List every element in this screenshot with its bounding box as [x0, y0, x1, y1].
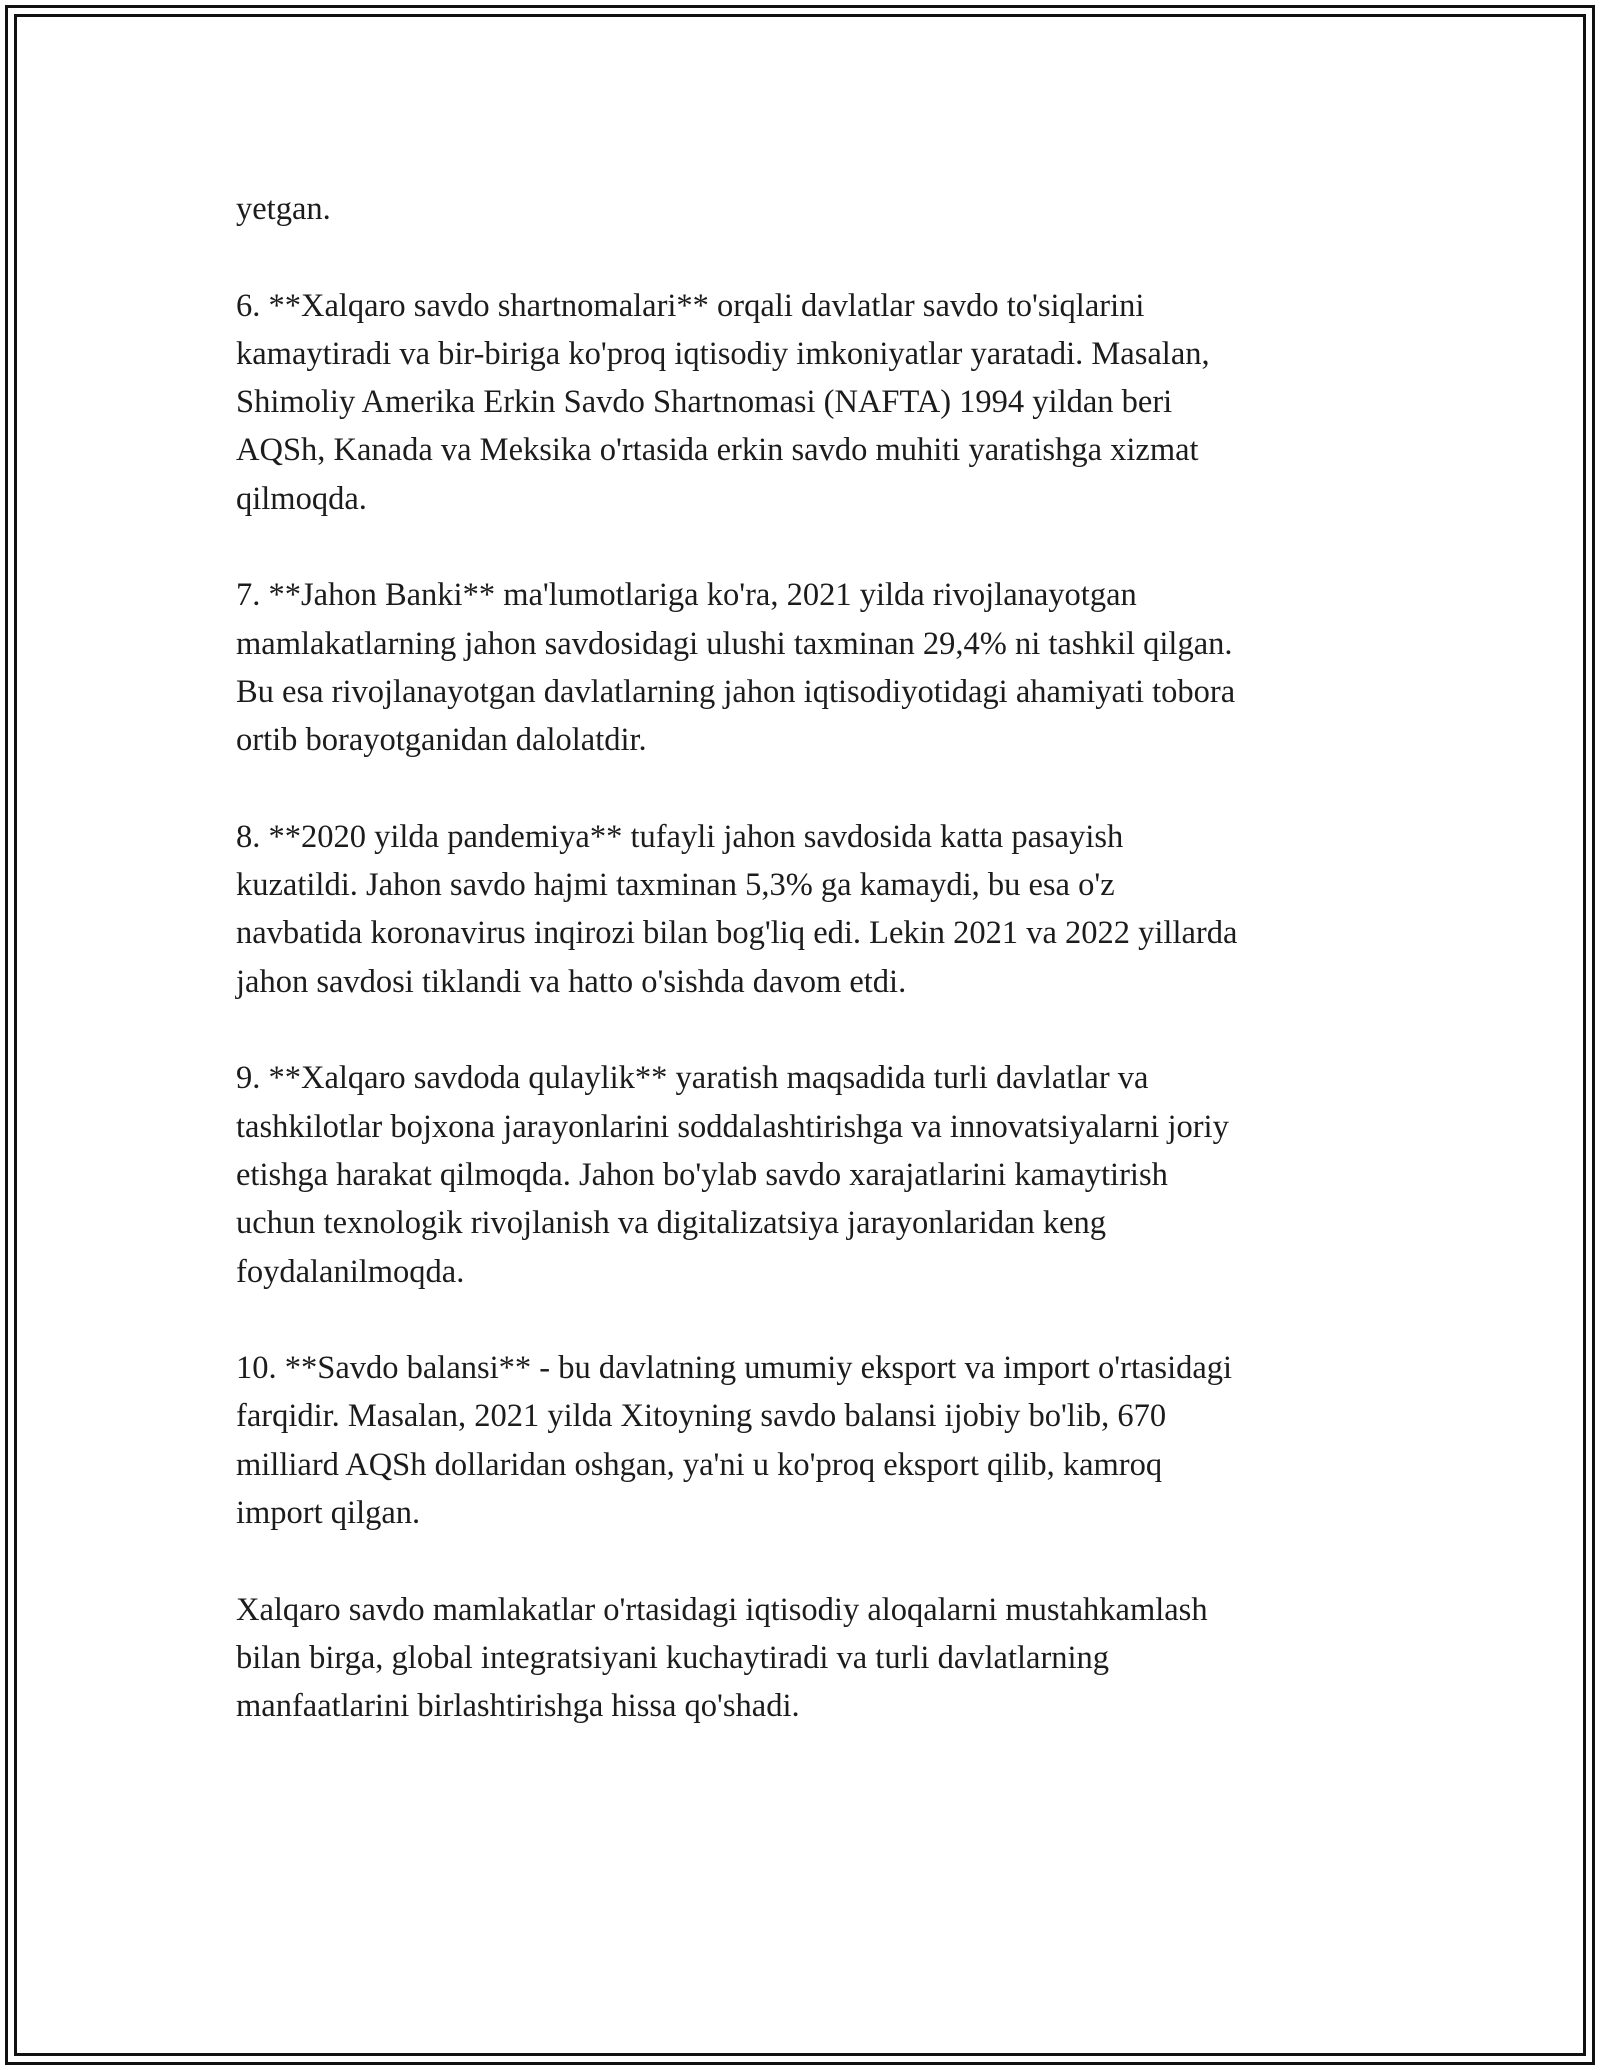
- paragraph-conclusion: Xalqaro savdo mamlakatlar o'rtasidagi iqtisodiy aloqalarni mustahkamlash bilan birga, global integratsiyani kuchaytiradi va turli davlatlarning manfaatlarini birlashtirishga hissa qo'shadi.: [236, 1591, 1208, 1725]
- paragraph-item-10: 10. **Savdo balansi** - bu davlatning umumiy eksport va import o'rtasidagi farqidir. Masalan, 2021 yilda Xitoyning savdo balansi ijobiy bo'lib, 670 milliard AQSh dollaridan oshgan, ya'ni u ko'proq eksport qilib, kamroq import qilgan.: [236, 1350, 1233, 1532]
- paragraph-item-7: 7. **Jahon Banki** ma'lumotlariga ko'ra, 2021 yilda rivojlanayotgan mamlakatlarning jahon savdosidagi ulushi taxminan 29,4% ni tashkil qilgan. Bu esa rivojlanayotgan davlatlarning jahon iqtisodiyotidagi ahamiyati tobora ortib borayotganidan dalolatdir.: [236, 577, 1236, 759]
- paragraph-item-8: 8. **2020 yilda pandemiya** tufayli jahon savdosida katta pasayish kuzatildi. Jahon savdo hajmi taxminan 5,3% ga kamaydi, bu esa o'z navbatida koronavirus inqirozi bilan bog'liq edi. Lekin 2021 va 2022 yillarda jahon savdosi tiklandi va hatto o'sishda davom etdi.: [236, 818, 1238, 1000]
- paragraph-item-6: 6. **Xalqaro savdo shartnomalari** orqali davlatlar savdo to'siqlarini kamaytiradi va bir-biriga ko'proq iqtisodiy imkoniyatlar yaratadi. Masalan, Shimoliy Amerika Erkin Savdo Shartnomasi (NAFTA) 1994 yildan beri AQSh, Kanada va Meksika o'rtasida erkin savdo muhiti yaratishga xizmat qilmoqda.: [236, 287, 1210, 517]
- paragraph-item-9: 9. **Xalqaro savdoda qulaylik** yaratish maqsadida turli davlatlar va tashkilotlar bojxona jarayonlarini soddalashtirishga va innovatsiyalarni joriy etishga harakat qilmoqda. Jahon bo'ylab savdo xarajatlarini kamaytirish uchun texnologik rivojlanish va digitalizatsiya jarayonlaridan keng foydalanilmoqda.: [236, 1060, 1229, 1290]
- paragraph-continuation: yetgan.: [236, 191, 331, 227]
- document-body: [236, 185, 1386, 1779]
